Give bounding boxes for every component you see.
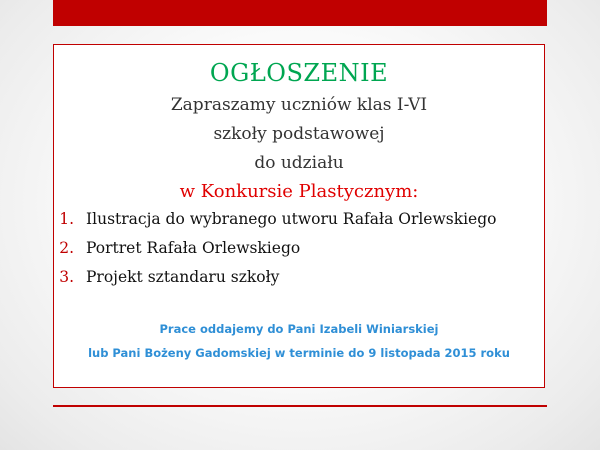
list-item-text: Projekt sztandaru szkoły <box>86 268 280 286</box>
list-item-number: 1. <box>59 210 74 228</box>
announcement-title: OGŁOSZENIE <box>209 59 389 87</box>
list-item-text: Ilustracja do wybranego utworu Rafała Orlewskiego <box>86 210 497 228</box>
list-item <box>54 268 544 297</box>
intro-line-3: do udziału <box>254 153 344 173</box>
list-item-text: Portret Rafała Orlewskiego <box>86 239 301 257</box>
contest-line: w Konkursie Plastycznym: <box>179 181 419 202</box>
top-accent-bar <box>53 0 547 26</box>
list-item <box>54 239 544 268</box>
submission-info-line-1: Prace oddajemy do Pani Izabeli Winiarskiej <box>159 322 439 336</box>
bottom-accent-line <box>53 405 547 407</box>
list-item-number: 3. <box>59 268 74 286</box>
submission-info-line-2: lub Pani Bożeny Gadomskiej w terminie do 9 listopada 2015 roku <box>88 346 510 360</box>
intro-line-1: Zapraszamy uczniów klas I-VI <box>170 95 428 115</box>
announcement-frame <box>53 44 545 388</box>
intro-line-2: szkoły podstawowej <box>213 124 385 144</box>
contest-categories-list <box>54 210 544 297</box>
list-item-number: 2. <box>59 239 74 257</box>
list-item <box>54 210 544 239</box>
